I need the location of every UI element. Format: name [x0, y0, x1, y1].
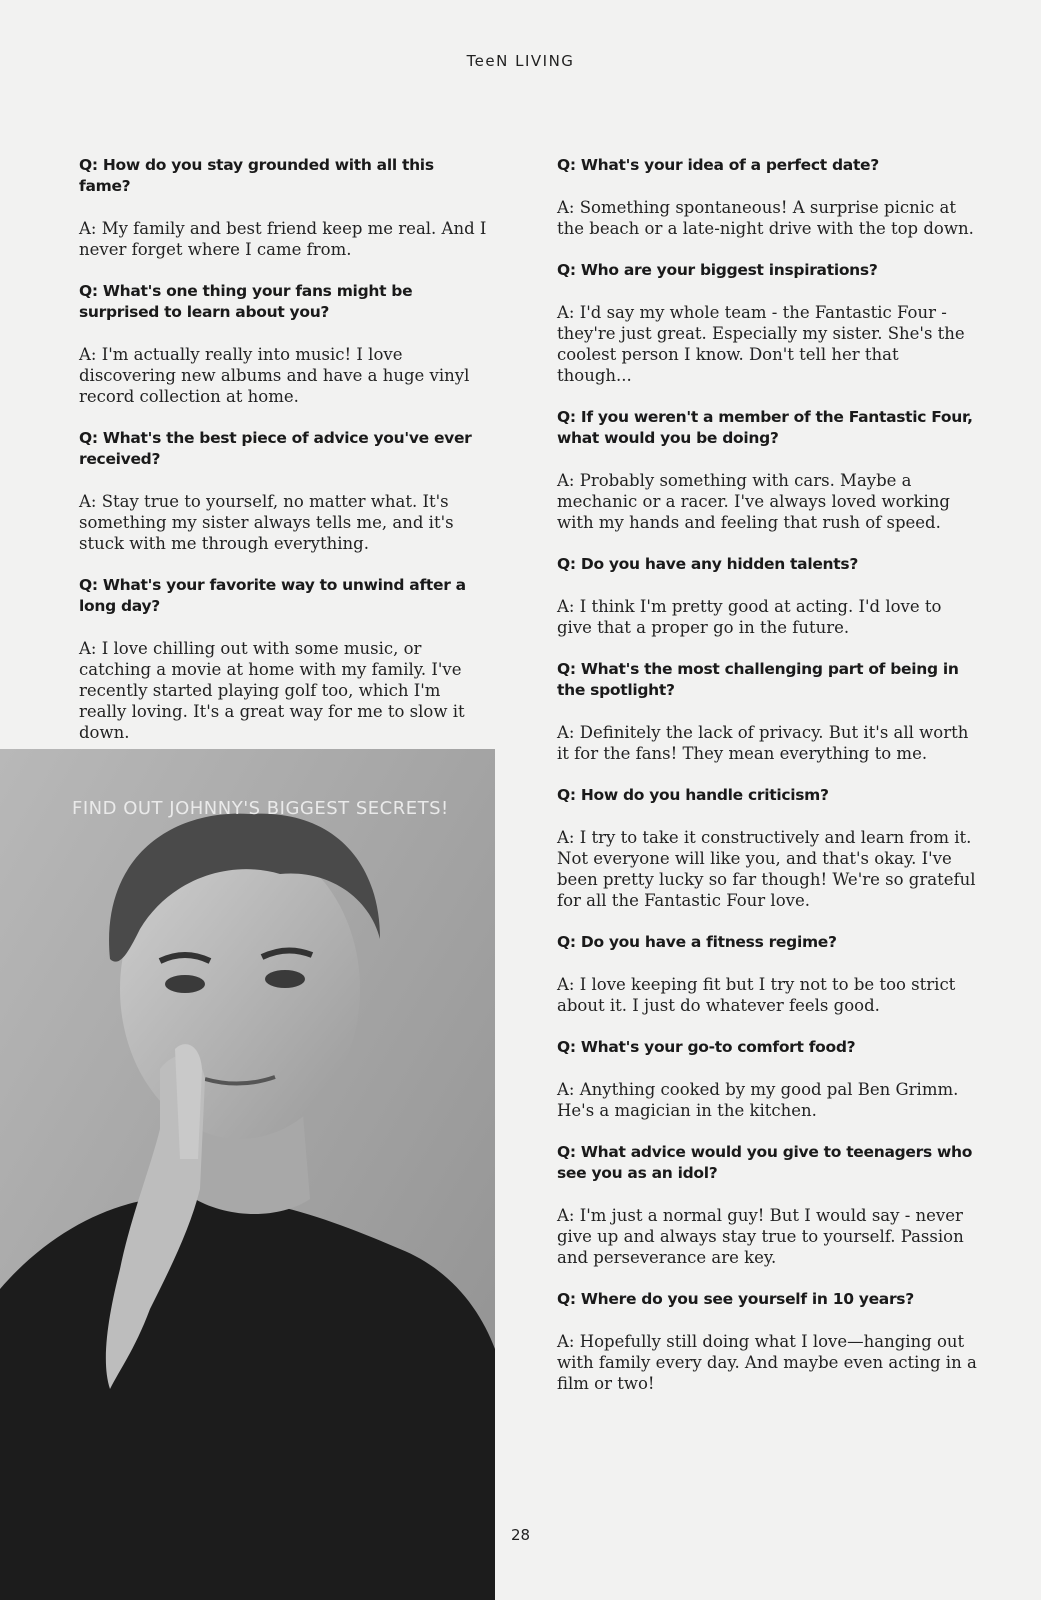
left-column [79, 155, 489, 764]
answer: A: I love chilling out with some music, or catching a movie at home with my family. I've recently started playing golf too, which I'm really loving. It's a great way for me to slow it down. [79, 639, 465, 742]
question: Q: If you weren't a member of the Fantastic Four, what would you be doing? [557, 408, 973, 447]
question: Q: What advice would you give to teenagers who see you as an idol? [557, 1143, 973, 1182]
answer: A: Definitely the lack of privacy. But it's all worth it for the fans! They mean everything to me. [557, 723, 969, 763]
answer: A: I think I'm pretty good at acting. I'd love to give that a proper go in the future. [557, 597, 942, 637]
question: Q: Where do you see yourself in 10 years? [557, 1290, 914, 1308]
answer: A: Stay true to yourself, no matter what. It's something my sister always tells me, and it's stuck with me through everything. [79, 492, 454, 553]
answer: A: I'd say my whole team - the Fantastic Four - they're just great. Especially my sister. She's the coolest person I know. Don't tell her that though... [557, 303, 965, 385]
question: Q: Do you have any hidden talents? [557, 555, 859, 573]
photo-caption: FIND OUT JOHNNY'S BIGGEST SECRETS! [72, 798, 449, 819]
question: Q: What's the best piece of advice you've ever received? [79, 429, 472, 468]
question: Q: What's your idea of a perfect date? [557, 156, 879, 174]
answer: A: I try to take it constructively and learn from it. Not everyone will like you, and that's okay. I've been pretty lucky so far though! We're so grateful for all the Fantastic Four love. [557, 828, 976, 910]
answer: A: I love keeping fit but I try not to be too strict about it. I just do whatever feels good. [557, 975, 956, 1015]
answer: A: Probably something with cars. Maybe a mechanic or a racer. I've always loved working with my hands and feeling that rush of speed. [557, 471, 950, 532]
question: Q: What's the most challenging part of being in the spotlight? [557, 660, 959, 699]
right-column [557, 155, 977, 1415]
question: Q: How do you stay grounded with all this fame? [79, 156, 434, 195]
question: Q: Do you have a fitness regime? [557, 933, 837, 951]
question: Q: How do you handle criticism? [557, 786, 829, 804]
answer: A: Hopefully still doing what I love—hanging out with family every day. And maybe even acting in a film or two! [557, 1332, 977, 1393]
section-header: TeeN LIVING [466, 52, 575, 70]
question: Q: What's one thing your fans might be surprised to learn about you? [79, 282, 413, 321]
answer: A: I'm actually really into music! I love discovering new albums and have a huge vinyl record collection at home. [79, 345, 470, 406]
answer: A: Anything cooked by my good pal Ben Grimm. He's a magician in the kitchen. [557, 1080, 959, 1120]
answer: A: I'm just a normal guy! But I would say - never give up and always stay true to yourself. Passion and perseverance are key. [557, 1206, 964, 1267]
page-number: 28 [511, 1526, 531, 1544]
portrait-photo [0, 749, 495, 1600]
answer: A: Something spontaneous! A surprise picnic at the beach or a late-night drive with the top down. [557, 198, 974, 238]
question: Q: Who are your biggest inspirations? [557, 261, 878, 279]
question: Q: What's your go-to comfort food? [557, 1038, 856, 1056]
question: Q: What's your favorite way to unwind after a long day? [79, 576, 466, 615]
answer: A: My family and best friend keep me real. And I never forget where I came from. [79, 219, 487, 259]
portrait-illustration [0, 749, 495, 1600]
